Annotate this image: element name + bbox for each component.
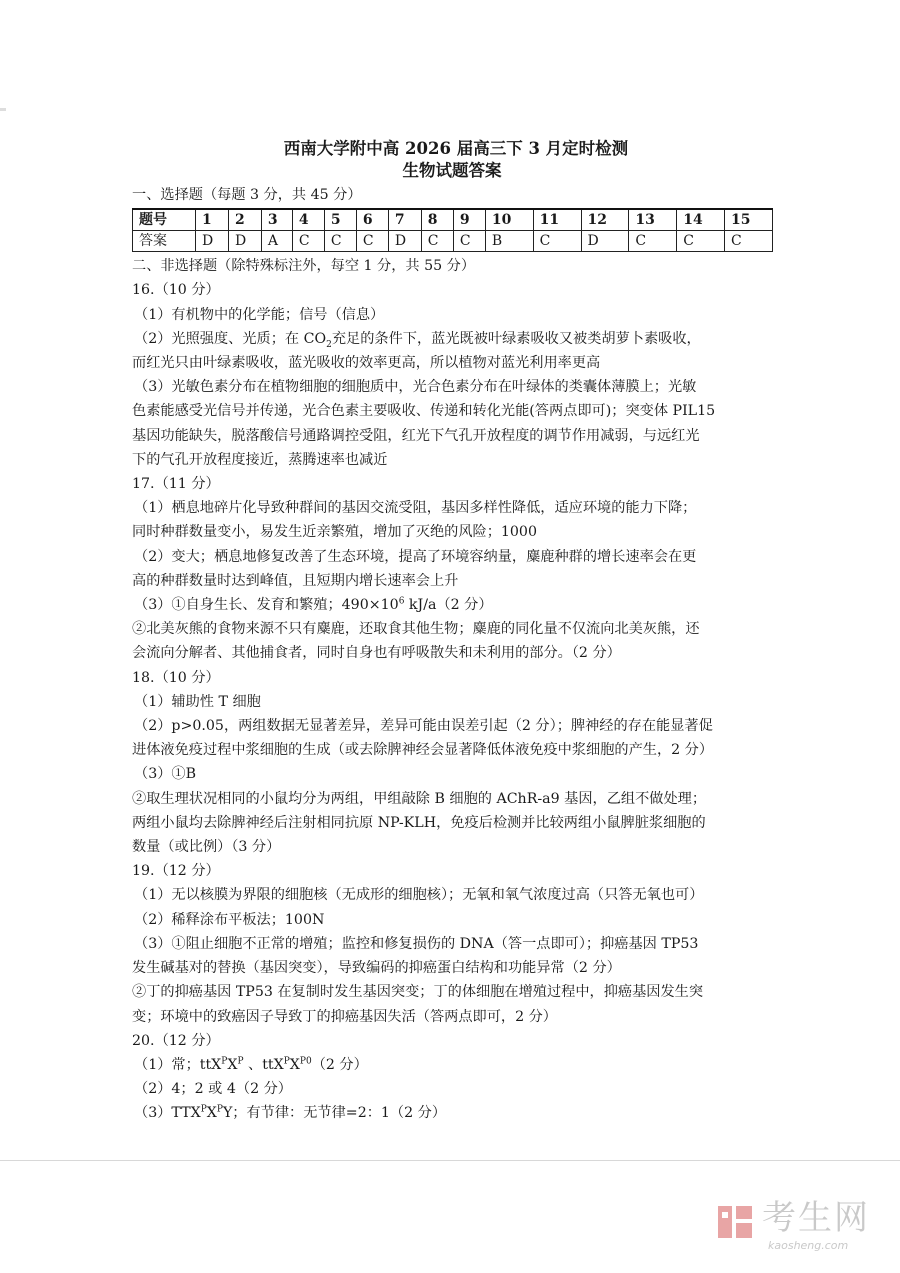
watermark [716, 1198, 886, 1258]
table-header-cell: 题号 [133, 209, 196, 231]
answer-cell: C [533, 231, 581, 252]
question-number-cell: 10 [485, 209, 533, 231]
table-row-answers [133, 231, 773, 252]
kaosheng-logo-icon [716, 1202, 756, 1242]
answer-cell: C [292, 231, 324, 252]
text-run: Y；有节律：无节律=2：1（2 分） [222, 1105, 447, 1122]
question-number-cell: 14 [677, 209, 725, 231]
text-run: （2）光照强度、光质；在 CO [134, 330, 327, 347]
question-heading: 17.（11 分） [132, 476, 220, 493]
page-divider [0, 1160, 900, 1161]
superscript: P [237, 1056, 244, 1067]
question-number-cell: 15 [725, 209, 773, 231]
answer-line: 而红光只由叶绿素吸收，蓝光吸收的效率更高，所以植物对蓝光利用率更高 [132, 355, 601, 372]
answer-line: （2）变大；栖息地修复改善了生态环境，提高了环境容纳量，麋鹿种群的增长速率会在更 [134, 548, 697, 565]
text-run: （1）常；ttX [134, 1056, 222, 1073]
answer-cell: D [388, 231, 421, 252]
answer-line: （2）稀释涂布平板法；100N [134, 911, 325, 928]
section-heading-nonchoice: 二、非选择题（除特殊标注外，每空 1 分，共 55 分） [132, 258, 476, 275]
answer-line: 进体液免疫过程中浆细胞的生成（或去除脾神经会显著降低体液免疫中浆细胞的产生，2 分） [132, 742, 714, 759]
answer-cell: C [324, 231, 356, 252]
answer-line: ②北美灰熊的食物来源不只有麋鹿，还取食其他生物；麋鹿的同化量不仅流向北美灰熊，还 [132, 621, 700, 638]
answer-cell: C [677, 231, 725, 252]
answer-line: 基因功能缺失，脱落酸信号通路调控受阻，红光下气孔开放程度的调节作用减弱，与远红光 [132, 427, 700, 444]
text-run: X [227, 1056, 238, 1073]
question-number-cell: 1 [196, 209, 229, 231]
question-heading: 18.（10 分） [132, 669, 220, 686]
answer-line: 同时种群数量变小，易发生近亲繁殖，增加了灭绝的风险；1000 [132, 524, 537, 541]
answer-line [132, 1053, 772, 1077]
question-number-cell: 8 [421, 209, 453, 231]
superscript: P [283, 1056, 290, 1067]
question-number-cell: 12 [581, 209, 629, 231]
question-number-cell: 7 [388, 209, 421, 231]
answer-line: 高的种群数量时达到峰值，且短期内增长速率会上升 [132, 572, 459, 589]
answer-cell: A [261, 231, 292, 252]
answer-cell: C [356, 231, 388, 252]
answer-line: 数量（或比例）（3 分） [132, 839, 281, 856]
subscript: 2 [326, 339, 332, 350]
document-subtitle: 生物试题答案 [402, 161, 502, 180]
text-run: （3）TTX [134, 1105, 201, 1122]
watermark-url: kaosheng.com [768, 1239, 849, 1252]
answer-line: 色素能感受光信号并传递，光合色素主要吸收、传递和转化光能(答两点即可)；突变体 PIL15 [132, 403, 716, 420]
answer-line: 变；环境中的致癌因子导致丁的抑癌基因失活（答两点即可，2 分） [132, 1008, 557, 1025]
question-heading: 20.（12 分） [132, 1032, 220, 1049]
text-run: X [289, 1056, 300, 1073]
answer-line: ②取生理状况相同的小鼠均分为两组，甲组敲除 B 细胞的 AChR-a9 基因，乙组不做处理； [132, 790, 707, 807]
question-heading: 19.（12 分） [132, 863, 220, 880]
answer-line: 会流向分解者、其他捕食者，同时自身也有呼吸散失和未利用的部分。（2 分） [132, 645, 621, 662]
answer-line [132, 327, 772, 351]
answer-line [132, 593, 772, 617]
answer-cell: B [485, 231, 533, 252]
text-run: （3）①自身生长、发育和繁殖；490×10 [134, 597, 399, 614]
answer-cell: D [228, 231, 261, 252]
text-run: kJ/a（2 分） [404, 597, 493, 614]
answer-line: 发生碱基对的替换（基因突变），导致编码的抑癌蛋白结构和功能异常（2 分） [132, 960, 621, 977]
answer-table [132, 208, 773, 252]
superscript: P0 [299, 1056, 312, 1067]
answer-line: （1）辅助性 T 细胞 [134, 693, 261, 710]
answer-line: （1）无以核膜为界限的细胞核（无成形的细胞核）；无氧和氧气浓度过高（只答无氧也可） [134, 887, 704, 904]
question-number-cell: 5 [324, 209, 356, 231]
table-row-numbers [133, 209, 773, 231]
superscript: P [216, 1104, 223, 1115]
document-title: 西南大学附中高 2026 届高三下 3 月定时检测 [283, 139, 629, 158]
answer-line: 下的气孔开放程度接近，蒸腾速率也减近 [132, 451, 388, 468]
answer-document [132, 138, 772, 1126]
superscript: P [221, 1056, 228, 1067]
answer-line: （2）4；2 或 4（2 分） [134, 1081, 292, 1098]
text-run: （2 分） [311, 1056, 368, 1073]
question-heading: 16.（10 分） [132, 282, 220, 299]
question-number-cell: 4 [292, 209, 324, 231]
question-number-cell: 13 [629, 209, 677, 231]
scan-mark [0, 108, 6, 111]
question-number-cell: 3 [261, 209, 292, 231]
question-number-cell: 6 [356, 209, 388, 231]
answer-line: （3）①B [134, 766, 197, 783]
answer-cell: D [196, 231, 229, 252]
answer-line: （3）光敏色素分布在植物细胞的细胞质中，光合色素分布在叶绿体的类囊体薄膜上；光敏 [134, 379, 697, 396]
answer-line: ②丁的抑癌基因 TP53 在复制时发生基因突变；丁的体细胞在增殖过程中，抑癌基因发生突 [132, 984, 704, 1001]
answer-cell: C [421, 231, 453, 252]
answer-line: （3）①阻止细胞不正常的增殖；监控和修复损伤的 DNA（答一点即可）；抑癌基因 TP53 [134, 935, 699, 952]
text-run: 、ttX [243, 1056, 284, 1073]
answer-line: 两组小鼠均去除脾神经后注射相同抗原 NP-KLH，免疫后检测并比较两组小鼠脾脏浆细胞的 [132, 814, 706, 831]
superscript: P [200, 1104, 207, 1115]
question-number-cell: 11 [533, 209, 581, 231]
table-header-cell: 答案 [133, 231, 196, 252]
answer-cell: D [581, 231, 629, 252]
answer-line: （1）有机物中的化学能；信号（信息） [134, 306, 385, 323]
section-heading-choice: 一、选择题（每题 3 分，共 45 分） [132, 187, 362, 203]
watermark-text: 考生网 [762, 1198, 870, 1238]
answer-line: （1）栖息地碎片化导致种群间的基因交流受阻，基因多样性降低，适应环境的能力下降； [134, 500, 697, 517]
text-run: X [206, 1105, 217, 1122]
answer-cell: C [453, 231, 485, 252]
text-run: 充足的条件下，蓝光既被叶绿素吸收又被类胡萝卜素吸收， [331, 330, 701, 347]
answer-cell: C [725, 231, 773, 252]
question-number-cell: 2 [228, 209, 261, 231]
answer-cell: C [629, 231, 677, 252]
answer-line [132, 1101, 772, 1125]
question-number-cell: 9 [453, 209, 485, 231]
answer-line: （2）p>0.05，两组数据无显著差异，差异可能由误差引起（2 分）；脾神经的存在能显著促 [134, 718, 713, 735]
superscript: 6 [398, 596, 405, 607]
